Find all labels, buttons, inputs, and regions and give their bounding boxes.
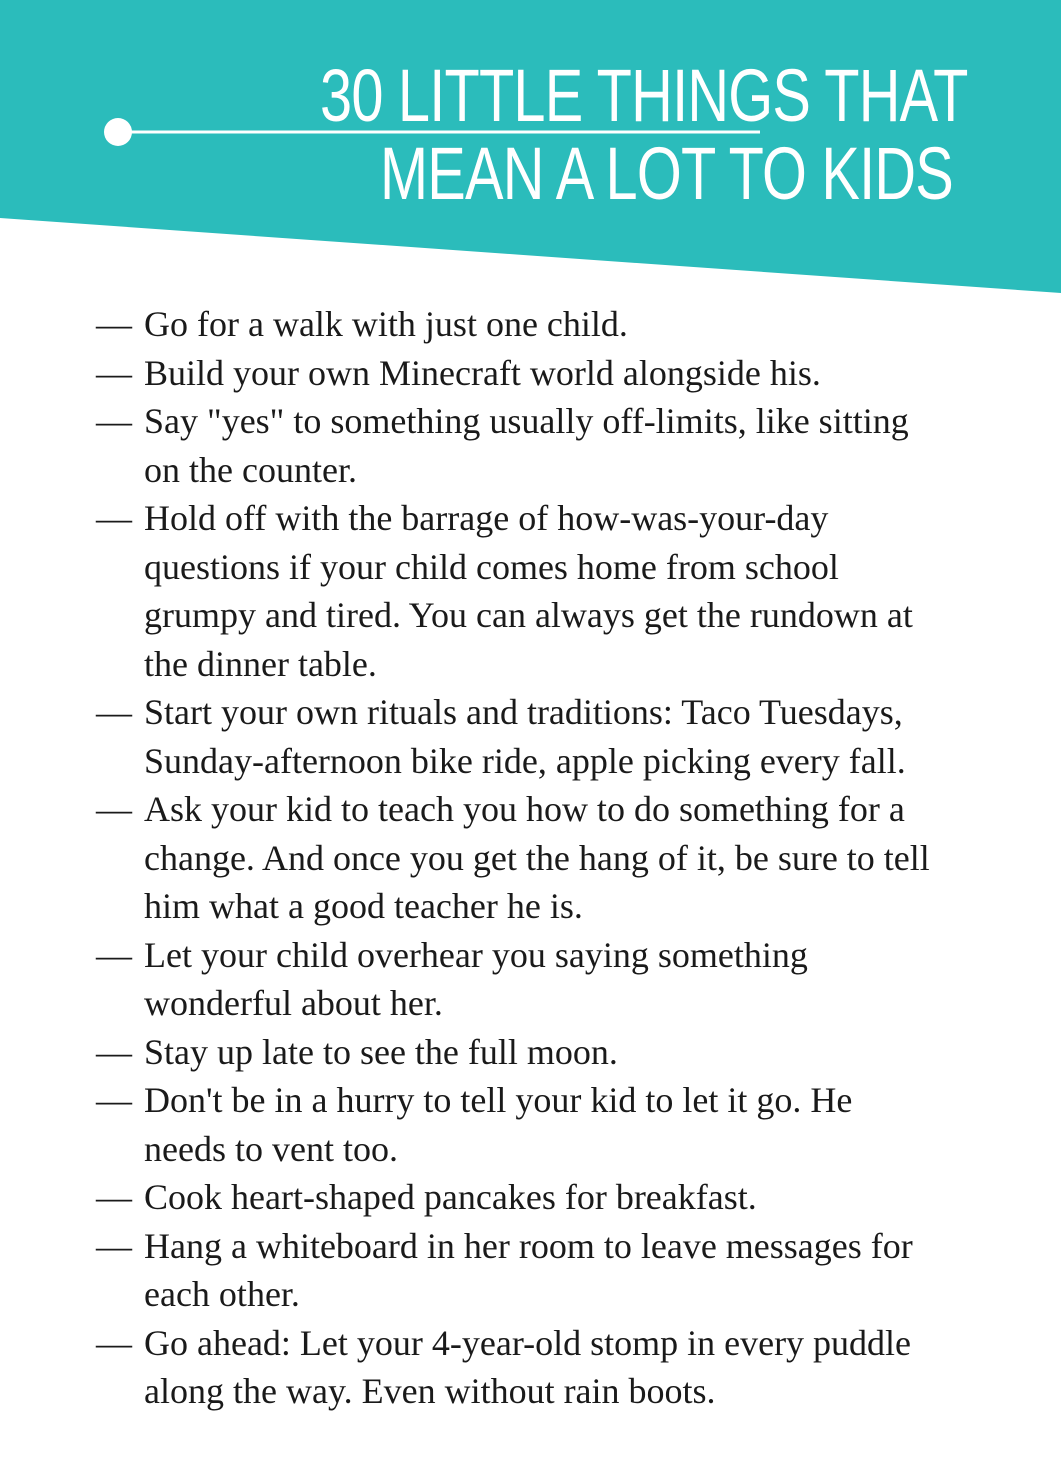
list-item-text: Hold off with the barrage of how-was-your-day questions if your child comes home from school grumpy and tired. You can always get the rundown at the dinner table.	[144, 498, 913, 684]
dash-bullet: —	[96, 1225, 132, 1266]
list-item	[96, 397, 936, 494]
list-item-text: Go for a walk with just one child.	[144, 304, 628, 344]
list-item	[96, 1222, 936, 1319]
list-item	[96, 1319, 936, 1416]
list-item	[96, 494, 936, 688]
list-item-text: Don't be in a hurry to tell your kid to let it go. He needs to vent too.	[144, 1080, 853, 1169]
page-title-line-2: MEAN A LOT TO KIDS	[380, 132, 954, 215]
list-item	[96, 931, 936, 1028]
dash-bullet: —	[96, 498, 132, 538]
underline-dot	[104, 118, 132, 146]
dash-bullet: —	[96, 352, 132, 393]
list-item-text: Cook heart-shaped pancakes for breakfast.	[144, 1177, 757, 1217]
list-item	[96, 785, 936, 931]
dash-bullet: —	[96, 789, 132, 829]
tips-list	[96, 300, 936, 1416]
list-item	[96, 300, 936, 349]
list-item	[96, 1028, 936, 1077]
page-title-line-1: 30 LITTLE THINGS THAT	[320, 54, 968, 137]
list-item	[96, 688, 936, 785]
header-banner	[0, 0, 1061, 300]
list-item-text: Let your child overhear you saying something wonderful about her.	[144, 934, 808, 1023]
dash-bullet: —	[96, 1177, 132, 1217]
list-item-text: Start your own rituals and traditions: Taco Tuesdays, Sunday-afternoon bike ride, apple picking every fall.	[144, 692, 906, 781]
list-item-text: Go ahead: Let your 4-year-old stomp in every puddle along the way. Even without rain boots.	[144, 1322, 912, 1411]
list-item-text: Ask your kid to teach you how to do something for a change. And once you get the hang of it, be sure to tell him what a good teacher he is.	[144, 789, 930, 926]
list-item	[96, 349, 936, 398]
dash-bullet: —	[96, 304, 132, 344]
list-item-text: Say "yes" to something usually off-limits, like sitting on the counter.	[144, 401, 909, 490]
dash-bullet: —	[96, 934, 132, 975]
dash-bullet: —	[96, 1031, 132, 1072]
list-item-text: Stay up late to see the full moon.	[144, 1031, 618, 1072]
dash-bullet: —	[96, 401, 132, 441]
dash-bullet: —	[96, 692, 132, 732]
list-item	[96, 1173, 936, 1222]
list-item-text: Build your own Minecraft world alongside his.	[144, 352, 821, 393]
dash-bullet: —	[96, 1080, 132, 1120]
dash-bullet: —	[96, 1322, 132, 1363]
list-item	[96, 1076, 936, 1173]
list-item-text: Hang a whiteboard in her room to leave messages for each other.	[144, 1225, 913, 1314]
